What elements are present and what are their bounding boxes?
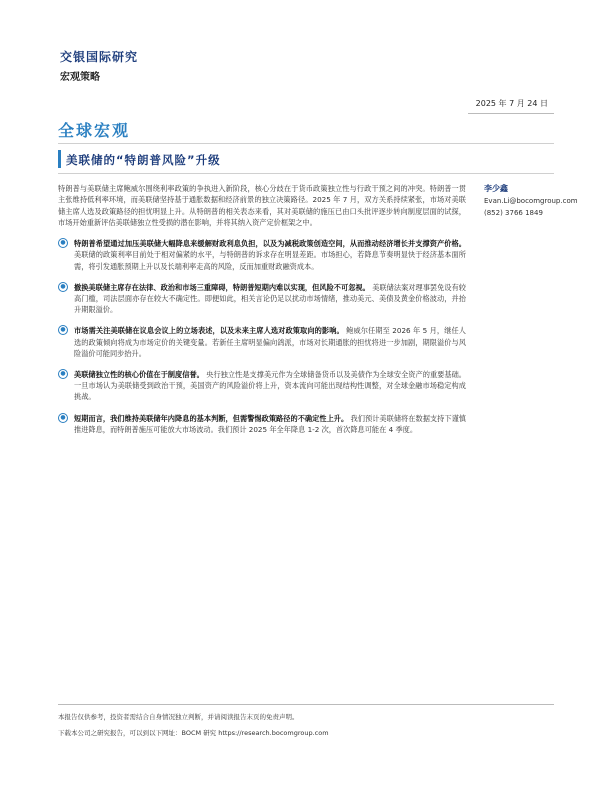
intro-paragraph: 特朗普与美联储主席鲍威尔围绕利率政策的争执进入新阶段，核心分歧在于货币政策独立性与行政干预之间的冲突。特朗普一贯主张维持低利率环境，而美联储坚持基于通胀数据和经济前景的独立决策路径。2025 年 7 月，双方关系持续紧张，市场对美联储主席人选及政策路径的担忧明显上升。从特朗普的相关表态来看，其对美联储的施压已由口头批评逐步转向制度层面的试探，市场开始重新评估美联储独立性受损的潜在影响，并将其纳入资产定价框架之中。 bbox=[58, 184, 466, 227]
main-content bbox=[58, 183, 466, 435]
key-point-lead: 短期而言，我们维持美联储年内降息的基本判断，但需警惕政策路径的不确定性上升。 bbox=[74, 413, 349, 423]
bullet-circle-icon: ● bbox=[58, 369, 68, 379]
date-divider bbox=[468, 113, 554, 114]
key-point-body: 我们预计美联储将在数据支持下谨慎推进降息，而特朗普施压可能放大市场波动。我们预计 2025 年全年降息 1-2 次，首次降息可能在 4 季度。 bbox=[74, 413, 466, 434]
key-point-body: 鲍威尔任期至 2026 年 5 月，继任人选的政策倾向将成为市场定价的关键变量。若新任主席明显偏向鸽派，市场对长期通胀的担忧将进一步加剧，期限溢价与风险溢价可能同步抬升。 bbox=[74, 326, 466, 358]
key-point bbox=[58, 369, 466, 403]
key-point-body: 美联储法案对理事罢免设有较高门槛，司法层面亦存在较大不确定性。即便如此，相关言论仍足以扰动市场情绪，推动美元、美债及黄金价格波动，并抬升期限溢价。 bbox=[74, 282, 466, 315]
bullet-circle-icon: ● bbox=[58, 282, 68, 292]
key-point-body: 央行独立性是支撑美元作为全球储备货币以及美债作为全球安全资产的重要基础。一旦市场认为美联储受到政治干预，美国资产的风险溢价将上升，资本流向可能出现结构性调整，对全球金融市场稳定构成挑战。 bbox=[74, 370, 466, 402]
key-point-body: 美联储的政策利率目前处于相对偏紧的水平，与特朗普的诉求存在明显差距。市场担心，若降息节奏明显快于经济基本面所需，将引发通胀预期上升以及长端利率走高的风险，反而加重财政融资成本。 bbox=[74, 250, 466, 271]
report-date: 2025 年 7 月 24 日 bbox=[475, 99, 548, 108]
key-point-lead: 美联储独立性的核心价值在于制度信誉。 bbox=[74, 370, 204, 380]
bullet-circle-icon: ● bbox=[58, 413, 68, 423]
title-divider bbox=[58, 173, 554, 174]
bullet-circle-icon: ● bbox=[58, 238, 68, 248]
analyst-sidebar bbox=[484, 183, 578, 219]
section-title: 全球宏观 bbox=[58, 121, 131, 140]
key-point-lead: 特朗普希望通过加压美联储大幅降息来缓解财政利息负担，以及为减税政策创造空间，从而推动经济增长并支撑资产价格。 bbox=[74, 239, 466, 249]
key-point bbox=[58, 238, 466, 272]
report-title: 美联储的“特朗普风险”升级 bbox=[66, 153, 221, 167]
section-divider bbox=[58, 143, 554, 144]
department-label: 宏观策略 bbox=[60, 72, 100, 83]
key-point bbox=[58, 282, 466, 316]
analyst-name: 李少鑫 bbox=[484, 184, 508, 193]
brand-name: 交银国际研究 bbox=[60, 50, 139, 64]
disclaimer-note: 本报告仅供参考，投资者需结合自身情况独立判断，并请阅读报告末页的免责声明。 bbox=[58, 713, 299, 721]
key-point bbox=[58, 325, 466, 359]
bullet-circle-icon: ● bbox=[58, 325, 68, 335]
analyst-phone: (852) 3766 1849 bbox=[484, 209, 543, 217]
key-point bbox=[58, 413, 466, 435]
logo bbox=[60, 48, 138, 83]
title-accent-bar bbox=[58, 150, 61, 168]
footer-divider bbox=[58, 704, 554, 705]
key-point-lead: 市场需关注美联储在议息会议上的立场表述，以及未来主席人选对政策取向的影响。 bbox=[74, 326, 344, 336]
research-website-note[interactable]: 下载本公司之研究报告，可以到以下网址：BOCM 研究 https://research.bocomgroup.com bbox=[58, 729, 329, 737]
analyst-email[interactable]: Evan.Li@bocomgroup.com bbox=[484, 197, 578, 205]
key-point-lead: 撤换美联储主席存在法律、政治和市场三重障碍，特朗普短期内难以实现，但风险不可忽视。 bbox=[74, 282, 370, 292]
